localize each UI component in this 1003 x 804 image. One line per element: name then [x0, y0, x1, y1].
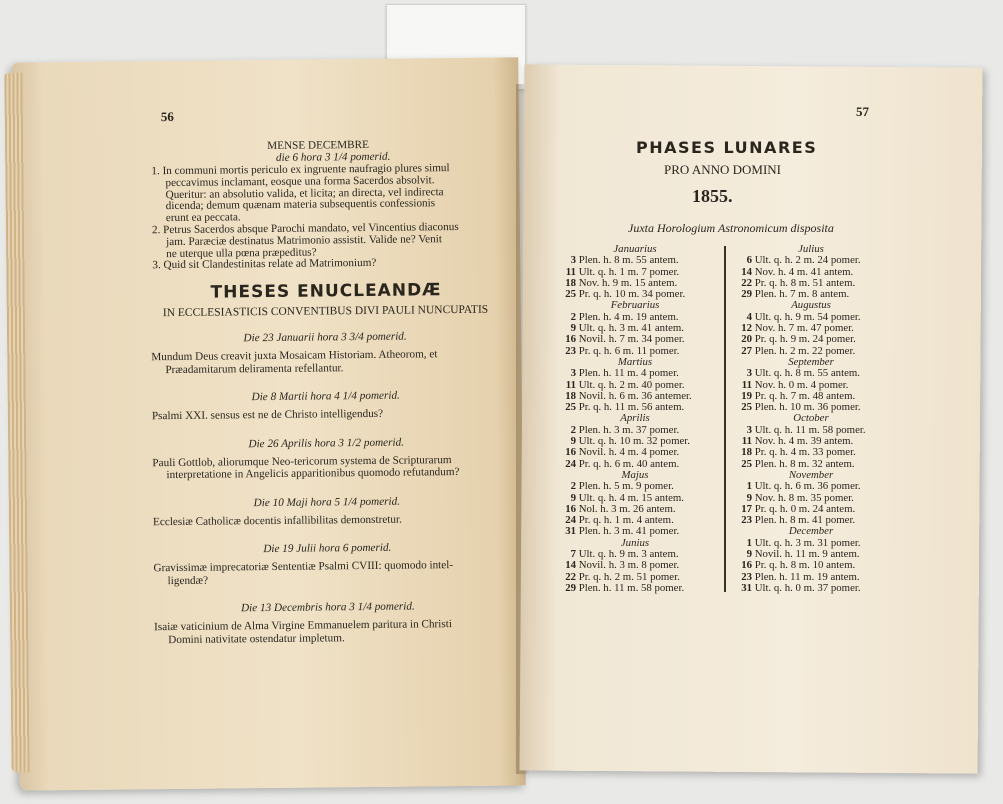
thesis-line: Isaiæ vaticinium de Alma Virgine Emmanuelem paritura in Christi — [154, 618, 452, 634]
entry-day: 9 — [570, 435, 576, 448]
entry-text: Nov. h. 4 m. 39 antem. — [752, 435, 854, 448]
entry-text: Pr. q. h. 8 m. 51 antem. — [752, 276, 856, 289]
thesis-line: Præadamitarum deliramenta refellantur. — [165, 361, 344, 376]
thesis-line: Ecclesiæ Catholicæ docentis infallibilitas demonstretur. — [152, 513, 402, 528]
entry-day: 25 — [565, 401, 576, 414]
entry-text: Novil. h. 11 m. 9 antem. — [752, 548, 860, 561]
entry-text: Plen. h. 11 m. 19 antem. — [752, 570, 860, 583]
entry-text: Pr. q. h. 8 m. 10 antem. — [752, 559, 856, 572]
entry-day: 3 — [570, 367, 576, 380]
entry-day: 31 — [565, 525, 576, 538]
entry-text: Plen. h. 8 m. 32 antem. — [752, 457, 855, 470]
thesis-line: Gravissimæ imprecatoriæ Sententiæ Psalmi CVIII: quomodo intel- — [153, 559, 454, 575]
entry-day: 14 — [565, 559, 576, 572]
thesis-date: Die 26 Aprilis hora 3 1/2 pomerid. — [248, 436, 405, 450]
entry-text: Ult. q. h. 9 m. 54 pomer. — [752, 310, 861, 323]
entry-day: 9 — [746, 548, 752, 561]
entry-day: 20 — [741, 333, 752, 346]
entry-text: Nov. h. 9 m. 15 antem. — [576, 276, 678, 289]
month-name: Januarius — [613, 243, 657, 255]
phases-subtitle: PRO ANNO DOMINI — [664, 162, 782, 177]
thesis-line: Pauli Gottlob, aliorumque Neo-tericorum systema de Scripturarum — [152, 453, 452, 469]
entry-text: Ult. q. h. 8 m. 55 antem. — [752, 367, 860, 380]
entry-text: Nov. h. 7 m. 47 pomer. — [752, 322, 854, 335]
thesis-date: Die 13 Decembris hora 3 1/4 pomerid. — [241, 600, 415, 615]
entry-day: 16 — [565, 446, 576, 459]
entry-day: 3 — [746, 367, 752, 380]
entry-text: Plen. h. 11 m. 4 pomer. — [576, 367, 679, 380]
entry-day: 24 — [565, 514, 576, 527]
entry-day: 7 — [570, 548, 576, 561]
entry-day: 19 — [741, 389, 752, 402]
open-book — [8, 44, 988, 796]
entry-day: 25 — [565, 288, 576, 301]
entry-day: 9 — [570, 491, 576, 504]
entry-text: Pr. q. h. 6 m. 11 pomer. — [576, 344, 680, 357]
month-name: Julius — [798, 243, 824, 255]
month-name: December — [788, 525, 834, 538]
entry-text: Ult. q. h. 9 m. 3 antem. — [576, 548, 679, 561]
entry-text: Novil. h. 4 m. 4 pomer. — [576, 446, 680, 459]
entry-text: Pr. q. h. 7 m. 48 antem. — [752, 389, 856, 402]
theses-subtitle: IN ECCLESIASTICIS CONVENTIBUS DIVI PAULI NUNCUPATIS — [162, 303, 489, 320]
entry-text: Plen. h. 5 m. 9 pomer. — [576, 480, 674, 493]
question-line: jam. Paræciæ destinatus Matrimonio assistit. Valide ne? Venit — [166, 232, 442, 248]
entry-day: 1 — [746, 536, 752, 549]
entry-text: Pr. q. h. 6 m. 40 antem. — [576, 457, 680, 470]
entry-text: Pr. q. h. 2 m. 51 pomer. — [576, 570, 680, 583]
question-line: erunt ea peccata. — [165, 211, 241, 225]
entry-day: 11 — [565, 378, 576, 391]
entry-day: 22 — [741, 276, 752, 289]
column-divider — [724, 246, 726, 592]
lunar-entry — [736, 583, 906, 594]
entry-day: 23 — [741, 570, 752, 583]
entry-text: Nov. h. 0 m. 4 pomer. — [752, 378, 849, 391]
question-line: ne uterque ulla pœna præpeditus? — [166, 246, 317, 260]
entry-text: Plen. h. 4 m. 19 antem. — [576, 310, 679, 323]
entry-text: Plen. h. 3 m. 37 pomer. — [576, 423, 680, 436]
entry-text: Plen. h. 11 m. 58 pomer. — [576, 581, 685, 594]
entry-day: 2 — [570, 423, 576, 436]
entry-day: 4 — [746, 310, 752, 323]
entry-day: 27 — [741, 344, 752, 357]
thesis-line: ligendæ? — [167, 574, 209, 587]
question-line: 2. Petrus Sacerdos absque Parochi mandato, vel Vincentius diaconus — [151, 221, 459, 237]
entry-day: 29 — [565, 581, 576, 594]
question-line: Queritur: an absolutio valida, et licita; an directa, vel indirecta — [165, 185, 444, 201]
entry-text: Plen. h. 8 m. 41 pomer. — [752, 514, 856, 527]
entry-day: 23 — [741, 514, 752, 527]
entry-text: Novil. h. 3 m. 8 pomer. — [576, 559, 680, 572]
entry-day: 9 — [570, 322, 576, 335]
entry-day: 11 — [741, 435, 752, 448]
entry-text: Pr. q. h. 4 m. 33 pomer. — [752, 446, 856, 459]
entry-day: 25 — [741, 401, 752, 414]
entry-text: Ult. q. h. 6 m. 36 pomer. — [752, 480, 861, 493]
entry-text: Ult. q. h. 0 m. 37 pomer. — [752, 581, 861, 594]
entry-day: 18 — [565, 276, 576, 289]
entry-day: 3 — [746, 423, 752, 436]
entry-day: 17 — [741, 502, 752, 515]
entry-day: 2 — [570, 310, 576, 323]
entry-text: Plen. h. 8 m. 55 antem. — [576, 254, 679, 267]
thesis-line: interpretatione in Angelicis apparitionibus quomodo refutandum? — [166, 466, 460, 482]
entry-text: Pr. q. h. 9 m. 24 pomer. — [752, 333, 856, 346]
question-line: 3. Quid sit Clandestinitas relate ad Matrimonium? — [152, 257, 377, 272]
entry-day: 31 — [741, 581, 752, 594]
month-name: Junius — [620, 536, 650, 549]
theses-title: THESES ENUCLEANDÆ — [210, 280, 442, 303]
entry-text: Plen. h. 3 m. 41 pomer. — [576, 525, 680, 538]
entry-day: 24 — [565, 457, 576, 470]
section-heading: MENSE DECEMBRE — [267, 138, 369, 153]
lunar-entry — [560, 583, 730, 594]
entry-text: Nol. h. 3 m. 26 antem. — [576, 502, 676, 515]
month-name: Aprilis — [620, 412, 650, 425]
entry-day: 22 — [565, 570, 576, 583]
entry-day: 14 — [741, 265, 752, 278]
entry-text: Nov. h. 4 m. 41 antem. — [752, 265, 854, 278]
lunar-column-right — [736, 244, 906, 594]
entry-text: Plen. h. 2 m. 22 pomer. — [752, 344, 856, 357]
month-name: September — [788, 355, 834, 368]
entry-text: Ult. q. h. 10 m. 32 pomer. — [576, 435, 690, 448]
entry-day: 2 — [570, 480, 576, 493]
thesis-date: Die 23 Januarii hora 3 3/4 pomerid. — [243, 330, 407, 345]
entry-day: 16 — [565, 502, 576, 515]
month-name: October — [793, 412, 829, 425]
entry-text: Ult. q. h. 11 m. 58 pomer. — [752, 423, 866, 436]
lunar-column-left — [560, 244, 730, 594]
entry-day: 29 — [741, 288, 752, 301]
entry-text: Novil. h. 6 m. 36 antemer. — [576, 389, 692, 402]
month-name: Martius — [617, 355, 653, 368]
entry-day: 12 — [741, 322, 752, 335]
entry-text: Nov. h. 8 m. 35 pomer. — [752, 491, 854, 504]
question-line: dicenda; demum quænam materia subsequentis confessionis — [165, 197, 436, 213]
date-line: die 6 hora 3 1/4 pomerid. — [275, 150, 391, 164]
thesis-line: Psalmi XXI. sensus est ne de Christo intelligendus? — [151, 407, 384, 423]
entry-day: 16 — [741, 559, 752, 572]
phases-year: 1855. — [692, 186, 733, 206]
thesis-date: Die 19 Julii hora 6 pomerid. — [263, 541, 392, 556]
entry-text: Ult. q. h. 3 m. 31 pomer. — [752, 536, 861, 549]
entry-day: 16 — [565, 333, 576, 346]
entry-text: Ult. q. h. 3 m. 41 antem. — [576, 322, 684, 335]
month-name: Augustus — [791, 299, 831, 312]
entry-day: 25 — [741, 457, 752, 470]
entry-text: Pr. q. h. 10 m. 34 pomer. — [576, 288, 686, 301]
page-number-right: 57 — [856, 104, 869, 119]
thesis-line: Mundum Deus creavit juxta Mosaicam Historiam. Atheorom, et — [151, 348, 438, 364]
left-page-text — [12, 57, 526, 790]
thesis-date: Die 10 Maji hora 5 1/4 pomerid. — [253, 495, 401, 509]
entry-text: Ult. q. h. 1 m. 7 pomer. — [576, 265, 680, 278]
page-number-left: 56 — [160, 108, 174, 125]
entry-day: 3 — [570, 254, 576, 267]
entry-day: 18 — [565, 389, 576, 402]
month-name: Februarius — [610, 299, 660, 312]
month-name: Majus — [621, 468, 649, 481]
month-name: November — [788, 468, 834, 481]
entry-day: 11 — [741, 378, 752, 391]
thesis-date: Die 8 Martii hora 4 1/4 pomerid. — [251, 389, 400, 404]
thesis-line: Domini nativitate ostendatur impletum. — [168, 631, 345, 646]
entry-text: Pr. q. h. 11 m. 56 antem. — [576, 401, 685, 414]
entry-text: Ult. q. h. 2 m. 40 pomer. — [576, 378, 685, 391]
entry-day: 11 — [565, 265, 576, 278]
phases-title: PHASES LUNARES — [636, 138, 818, 157]
entry-day: 9 — [746, 491, 752, 504]
entry-day: 6 — [746, 254, 752, 267]
entry-day: 18 — [741, 446, 752, 459]
entry-text: Ult. q. h. 2 m. 24 pomer. — [752, 254, 861, 267]
entry-text: Novil. h. 7 m. 34 pomer. — [576, 333, 685, 346]
entry-text: Plen. h. 10 m. 36 pomer. — [752, 401, 861, 414]
entry-text: Pr. q. h. 1 m. 4 antem. — [576, 514, 674, 527]
question-line: 1. In communi mortis periculo ex ingruente naufragio plures simul — [151, 162, 450, 178]
entry-text: Plen. h. 7 m. 8 antem. — [752, 288, 850, 301]
entry-day: 1 — [746, 480, 752, 493]
entry-text: Ult. q. h. 4 m. 15 antem. — [576, 491, 684, 504]
entry-day: 23 — [565, 344, 576, 357]
entry-text: Pr. q. h. 0 m. 24 antem. — [752, 502, 856, 515]
phases-caption: Juxta Horologium Astronomicum disposita — [628, 221, 834, 235]
left-page — [12, 57, 526, 790]
question-line: peccavimus inclamant, eosque una forma Sacerdos absolvit. — [165, 174, 435, 189]
